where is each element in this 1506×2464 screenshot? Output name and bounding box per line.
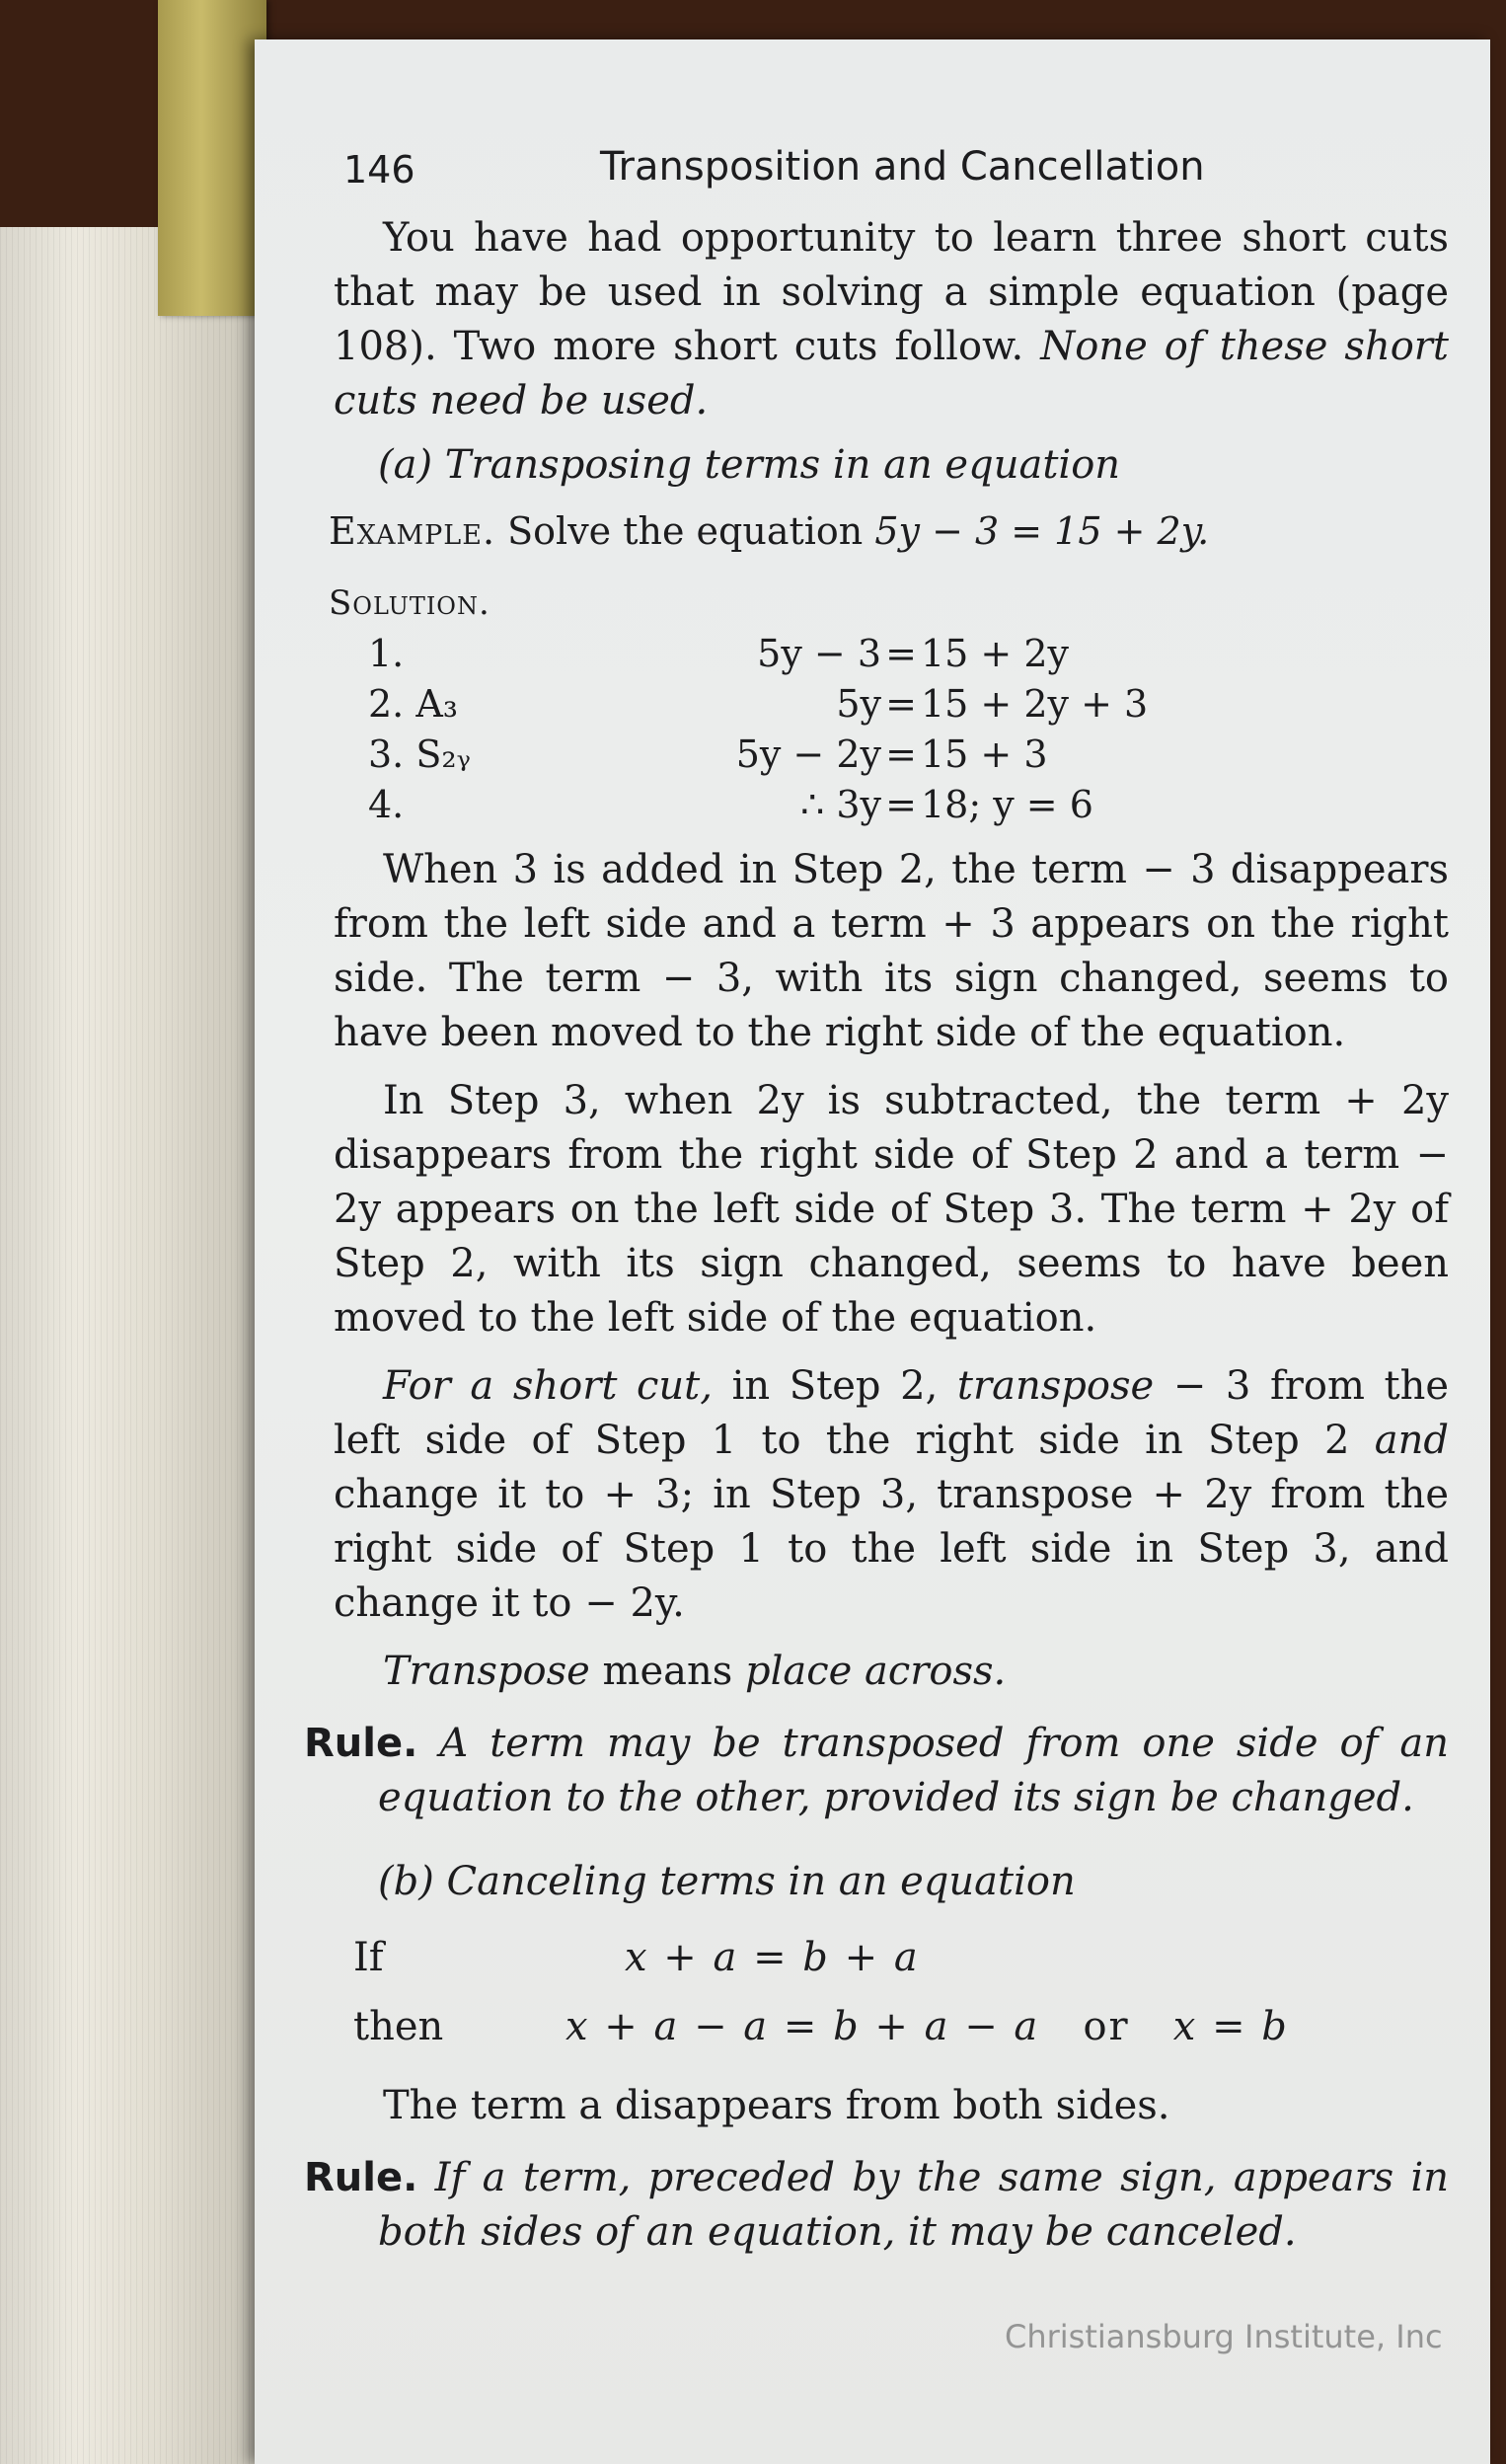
book-page bbox=[255, 39, 1490, 2464]
rule-text: If a term, preceded by the same sign, appears in both sides of an equation, it may be canceled. bbox=[378, 2155, 1450, 2255]
book-page-edge-lines bbox=[0, 227, 257, 2464]
book-cover-strip bbox=[158, 0, 266, 316]
cancel-row-then bbox=[353, 1992, 1289, 2061]
cancel-equations bbox=[353, 1923, 1289, 2061]
then-word: then bbox=[353, 2004, 444, 2049]
step-equals: = bbox=[885, 782, 917, 826]
rule-transposition bbox=[284, 1717, 1449, 1825]
step-left-side: 5y − 2y bbox=[735, 732, 881, 776]
step-left-side: 5y − 3 bbox=[757, 631, 881, 675]
step-right-side: 18; y = 6 bbox=[921, 782, 1093, 826]
section-a-heading: (a) Transposing terms in an equation bbox=[378, 442, 1121, 488]
means-word: means bbox=[589, 1649, 745, 1694]
rule-label: Rule. bbox=[304, 2155, 418, 2200]
paragraph-short-cut bbox=[284, 1359, 1449, 1631]
solution-label: Solution. bbox=[329, 583, 490, 623]
solution-step bbox=[368, 779, 1148, 829]
or-word: or bbox=[1083, 2004, 1130, 2049]
running-head bbox=[284, 144, 1449, 211]
rule-cancellation bbox=[284, 2151, 1449, 2260]
if-equation: x + a = b + a bbox=[625, 1935, 920, 1980]
step-number: 4. bbox=[368, 782, 405, 826]
step-number: 1. bbox=[368, 631, 405, 675]
step-equals: = bbox=[885, 732, 917, 776]
step-left-side: ∴ 3y bbox=[800, 782, 881, 826]
short-cut-text-2: − 3 from the left side of Step 1 to the right side in Step 2 bbox=[334, 1363, 1450, 1463]
short-cut-and: and bbox=[1374, 1418, 1449, 1463]
cancel-row-if bbox=[353, 1923, 1289, 1992]
step-right-side: 15 + 3 bbox=[921, 732, 1048, 776]
page-content bbox=[284, 144, 1450, 2260]
solution-step bbox=[368, 628, 1148, 678]
or-math: x = b bbox=[1172, 2004, 1289, 2049]
then-math: x + a − a = b + a − a bbox=[565, 2004, 1040, 2049]
step-number: 2. A₃ bbox=[368, 681, 459, 726]
rule-text: A term may be transposed from one side of an equation to the other, provided its sign be changed. bbox=[378, 1721, 1449, 1820]
running-title: Transposition and Cancellation bbox=[600, 144, 1205, 190]
solution-step bbox=[368, 729, 1148, 779]
intro-paragraph bbox=[284, 211, 1449, 428]
short-cut-lead: For a short cut, bbox=[383, 1363, 713, 1409]
short-cut-transpose: transpose bbox=[956, 1363, 1155, 1409]
watermark: Christiansburg Institute, Inc bbox=[1005, 2318, 1443, 2355]
paragraph-step-3: In Step 3, when 2y is subtracted, the term + 2y disappears from the right side of Step 2 and a term − 2y appears on the left side of Step 3. The term + 2y of Step 2, with its sign changed, seems to have been moved to the left side of the equation. bbox=[334, 1078, 1449, 1341]
example-text: Solve the equation bbox=[507, 509, 864, 553]
page-number: 146 bbox=[343, 148, 415, 192]
section-b-heading: (b) Canceling terms in an equation bbox=[378, 1859, 1076, 1904]
step-right-side: 15 + 2y + 3 bbox=[921, 681, 1149, 726]
transpose-word: Transpose bbox=[383, 1649, 590, 1694]
step-equals: = bbox=[885, 681, 917, 726]
if-word: If bbox=[353, 1935, 384, 1980]
paragraph-transpose-meaning bbox=[284, 1645, 1449, 1699]
paragraph-term-disappears: The term a disappears from both sides. bbox=[383, 2083, 1170, 2128]
short-cut-text-1: in Step 2, bbox=[712, 1363, 957, 1409]
intro-text: You have had opportunity to learn three short cuts that may be used in solving a simple equation (page 108). Two more short cuts follow. bbox=[334, 215, 1449, 369]
example-label: Example. bbox=[329, 509, 496, 553]
solution-step bbox=[368, 678, 1148, 729]
step-number: 3. S₂ᵧ bbox=[368, 732, 471, 776]
example-line bbox=[284, 504, 1449, 559]
intro-italic-text: None of these short cuts need be used. bbox=[334, 324, 1449, 424]
solution-steps bbox=[368, 628, 1148, 829]
place-across-phrase: place across. bbox=[745, 1649, 1007, 1694]
step-left-side: 5y bbox=[836, 681, 881, 726]
step-right-side: 15 + 2y bbox=[921, 631, 1069, 675]
rule-label: Rule. bbox=[304, 1721, 418, 1766]
step-equals: = bbox=[885, 631, 917, 675]
then-equation bbox=[565, 1992, 1289, 2061]
paragraph-step-2: When 3 is added in Step 2, the term − 3 disappears from the left side and a term + 3 appears on the right side. The term − 3, with its sign changed, seems to have been moved to the right side of the equation. bbox=[334, 847, 1449, 1055]
example-equation: 5y − 3 = 15 + 2y. bbox=[874, 509, 1210, 553]
short-cut-text-3: change it to + 3; in Step 3, transpose + 2y from the right side of Step 1 to the left side in Step 3, and change it to − 2y. bbox=[334, 1472, 1449, 1626]
